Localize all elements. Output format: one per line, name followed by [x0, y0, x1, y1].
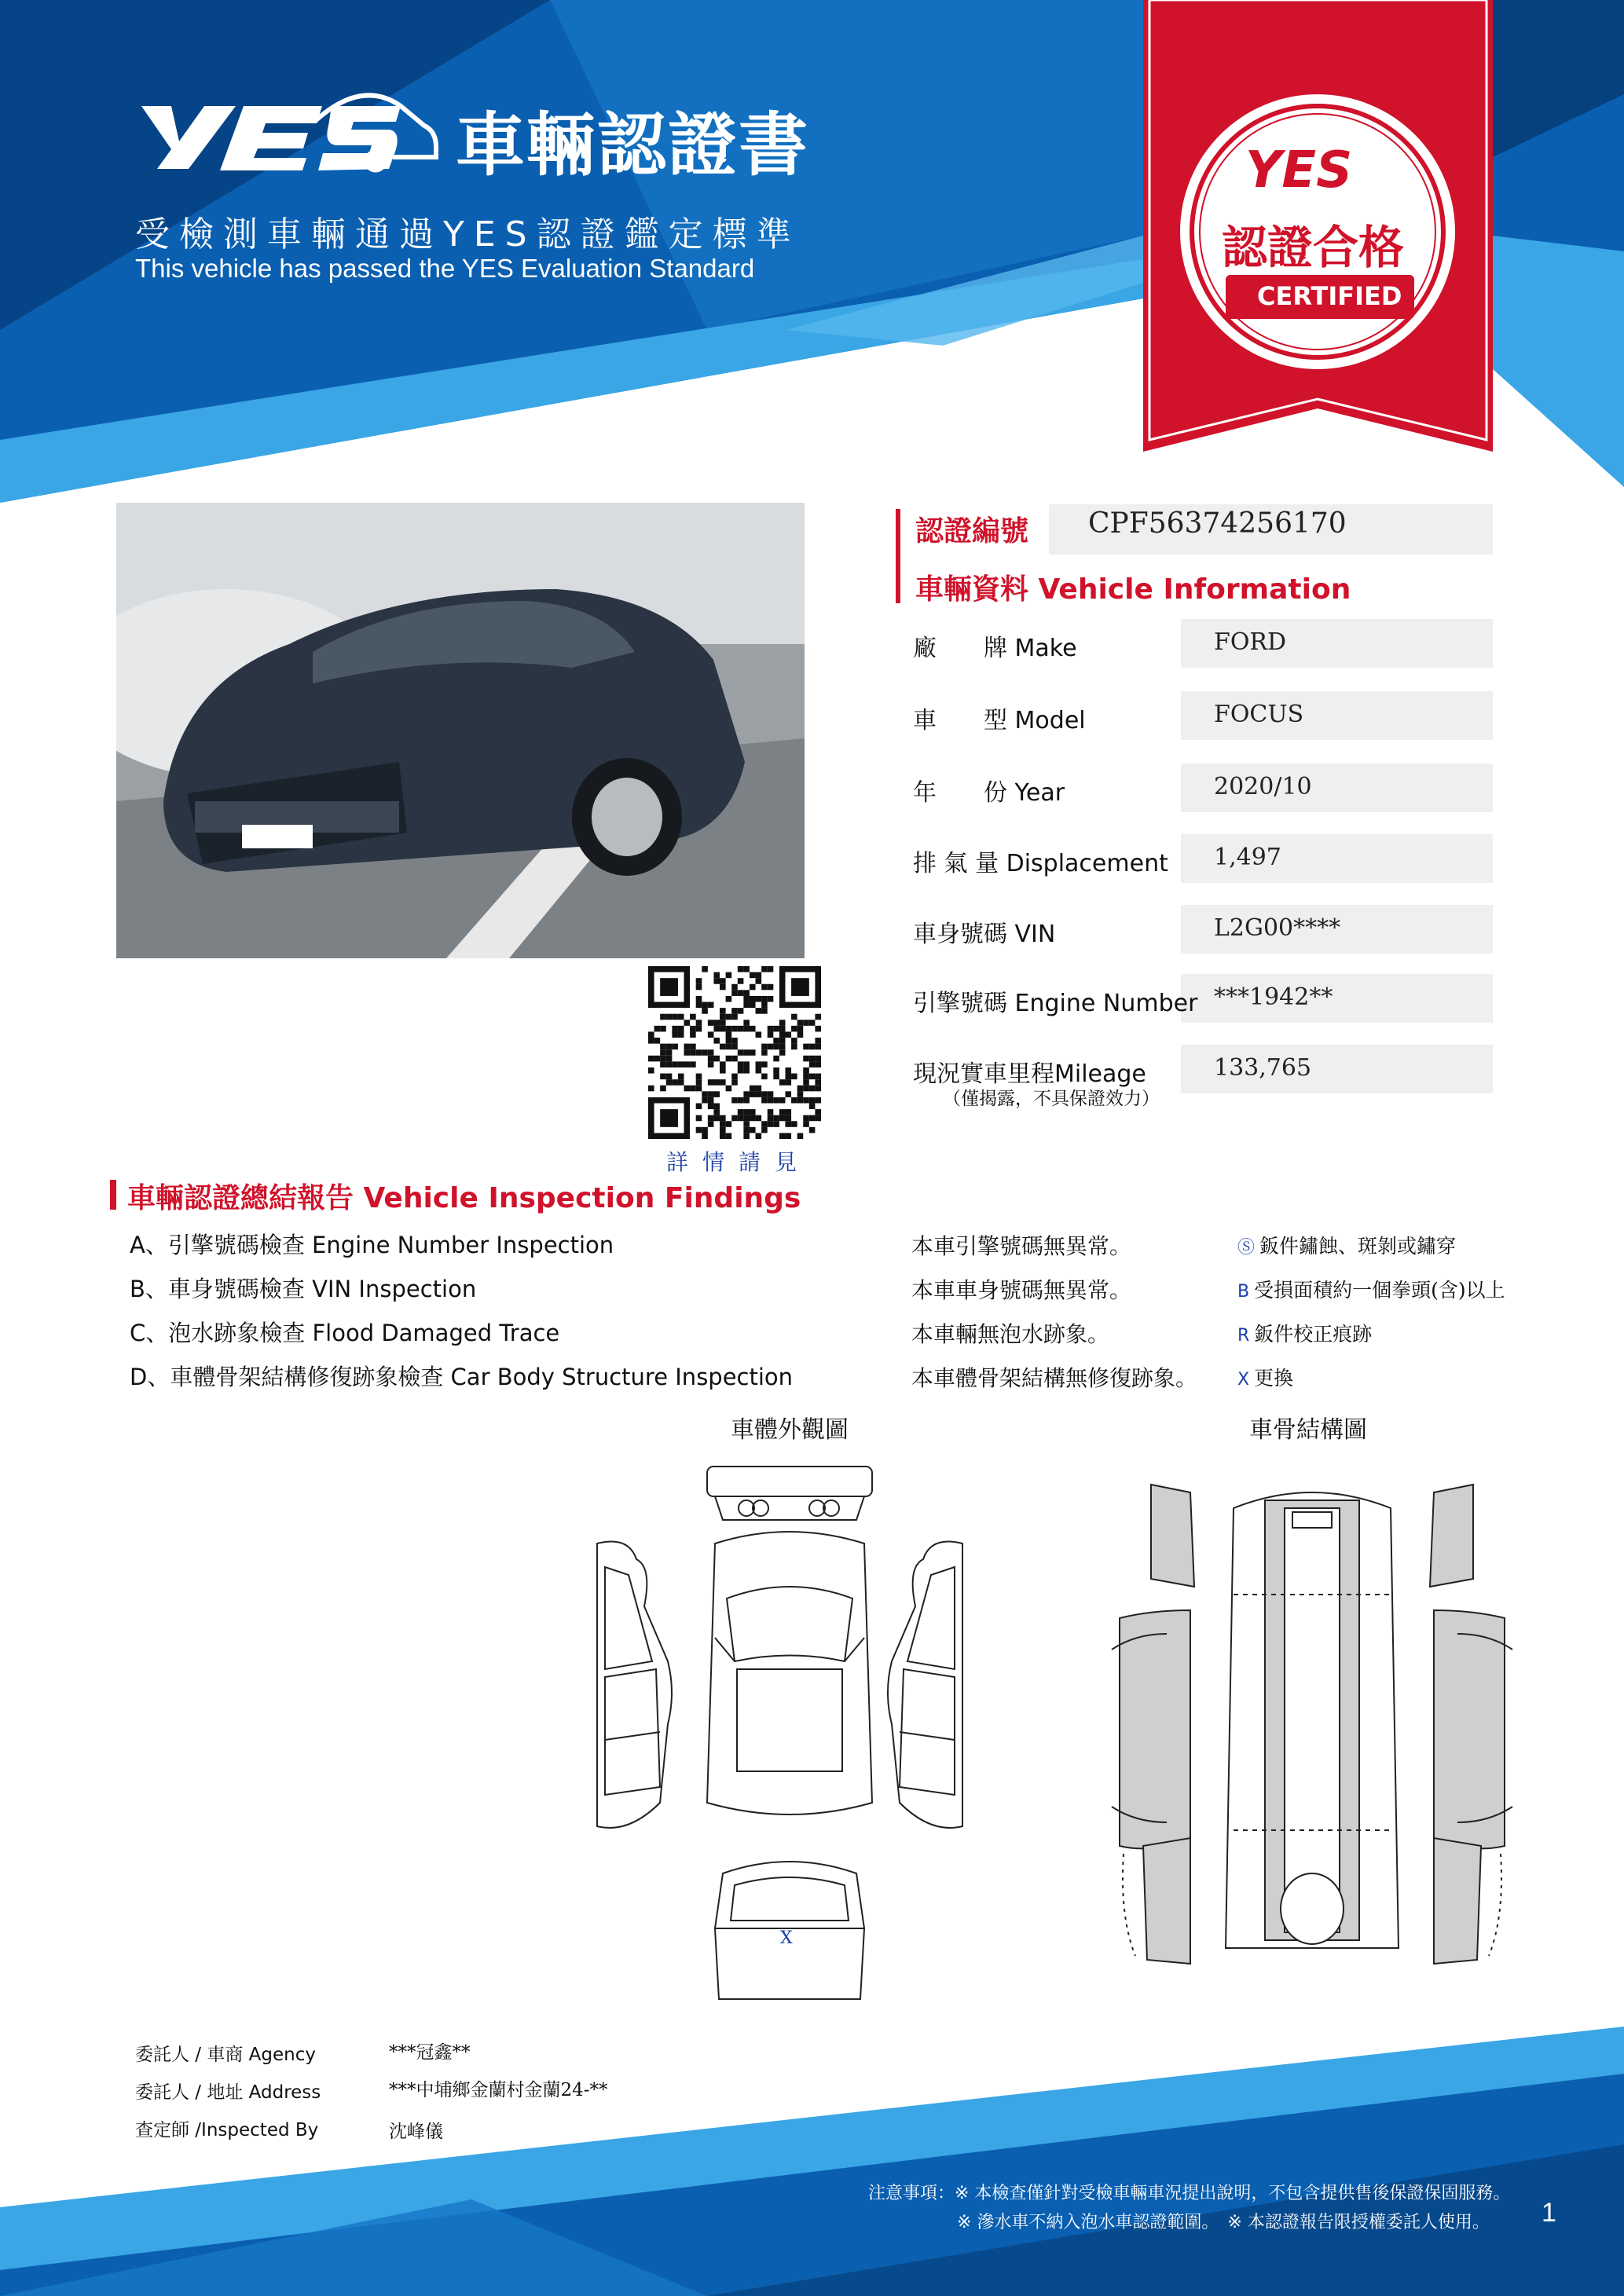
page-number: 1 [1542, 2198, 1556, 2228]
frame-diagram-title: 車骨結構圖 [1249, 1416, 1367, 1444]
address-value: ***中埔鄉金蘭村金蘭24-** [389, 2080, 608, 2100]
vehicle-info-value: 1,497 [1214, 844, 1281, 871]
legend-item [1237, 1319, 1372, 1347]
exterior-diagram [581, 1457, 978, 2007]
inspection-item-label: C、泡水跡象檢查 Flood Damaged Trace [130, 1320, 560, 1346]
certificate-number: CPF56374256170 [1088, 507, 1347, 540]
qr-caption: 詳情請見 [666, 1149, 812, 1175]
exterior-diagram-title: 車體外觀圖 [731, 1416, 849, 1444]
findings-accent-bar [110, 1180, 116, 1210]
vehicle-info-value: L2G00**** [1214, 914, 1341, 942]
seal-main-text: 認證合格 [1222, 221, 1405, 274]
notice-line-2: ※ 滲水車不納入泡水車認證範圍。 ※ 本認證報告限授權委託人使用。 [957, 2213, 1490, 2232]
inspection-item-label: B、車身號碼檢查 VIN Inspection [130, 1276, 477, 1302]
legend-text: 受損面積約一個拳頭(含)以上 [1254, 1279, 1505, 1302]
vehicle-info-value: ***1942** [1214, 983, 1333, 1011]
inspection-item-label: D、車體骨架結構修復跡象檢查 Car Body Structure Inspection [130, 1364, 794, 1390]
vehicle-info-label: 現況實車里程Mileage [913, 1060, 1146, 1088]
exterior-replacement-mark: X [780, 1928, 793, 1948]
vehicle-info-label: 車身號碼 VIN [913, 921, 1056, 948]
document-title: 車輛認證書 [456, 104, 810, 185]
legend-item [1237, 1231, 1456, 1259]
legend-mark: Ⓢ [1237, 1238, 1256, 1258]
vehicle-info-label: 排 氣 量 Displacement [913, 850, 1168, 877]
inspection-item-label: A、引擎號碼檢查 Engine Number Inspection [130, 1232, 614, 1258]
certificate-accent-bar [896, 509, 900, 603]
inspection-item-result: 本車車身號碼無異常。 [911, 1277, 1132, 1303]
inspector-value: 沈峰儀 [389, 2122, 443, 2142]
legend-text: 更換 [1254, 1367, 1294, 1390]
subtitle-chinese: 受檢測車輛通過YES認證鑑定標準 [135, 214, 801, 255]
inspection-item-result: 本車體骨架結構無修復跡象。 [911, 1365, 1198, 1391]
seal-sub-text: CERTIFIED [1257, 281, 1402, 311]
vehicle-info-value: FORD [1214, 628, 1287, 656]
vehicle-info-label: 年 份 Year [913, 779, 1065, 807]
legend-item [1237, 1275, 1505, 1303]
legend-text: 鈑件鏽蝕、斑剝或鏽穿 [1259, 1235, 1457, 1258]
seal-logo-text: YES [1245, 141, 1353, 200]
inspection-item-result: 本車輛無泡水跡象。 [911, 1321, 1110, 1347]
certificate-number-label: 認證編號 [915, 515, 1029, 547]
vehicle-photo [116, 503, 805, 958]
address-label: 委託人 / 地址 Address [135, 2082, 321, 2103]
footer-background [0, 2027, 1624, 2296]
legend-mark: B [1237, 1282, 1250, 1302]
vehicle-info-title: 車輛資料 Vehicle Information [915, 573, 1351, 606]
legend-item [1237, 1363, 1293, 1391]
vehicle-info-value: 133,765 [1214, 1054, 1312, 1082]
vehicle-info-value: 2020/10 [1214, 773, 1312, 800]
findings-title: 車輛認證總結報告 Vehicle Inspection Findings [127, 1182, 801, 1214]
vehicle-info-label: 車 型 Model [913, 707, 1086, 734]
yes-logo [126, 75, 440, 192]
subtitle-english: This vehicle has passed the YES Evaluation Standard [135, 254, 755, 283]
frame-diagram [1104, 1477, 1520, 1987]
legend-mark: R [1237, 1326, 1250, 1346]
inspection-item-result: 本車引擎號碼無異常。 [911, 1233, 1132, 1259]
legend-mark: X [1237, 1370, 1250, 1390]
vehicle-info-label: 引擎號碼 Engine Number [913, 990, 1198, 1017]
agency-label: 委託人 / 車商 Agency [135, 2045, 316, 2065]
agency-value: ***冠鑫** [389, 2042, 471, 2063]
legend-text: 鈑件校正痕跡 [1254, 1323, 1373, 1346]
vehicle-info-label: 廠 牌 Make [913, 635, 1077, 662]
vehicle-info-value: FOCUS [1214, 701, 1304, 728]
inspector-label: 查定師 /Inspected By [135, 2120, 319, 2140]
notice-line-1: 注意事項：※ 本檢查僅針對受檢車輛車況提出說明，不包含提供售後保證保固服務。 [868, 2184, 1511, 2203]
qr-code[interactable] [648, 966, 821, 1139]
mileage-note: （僅揭露，不具保證效力） [943, 1089, 1160, 1109]
